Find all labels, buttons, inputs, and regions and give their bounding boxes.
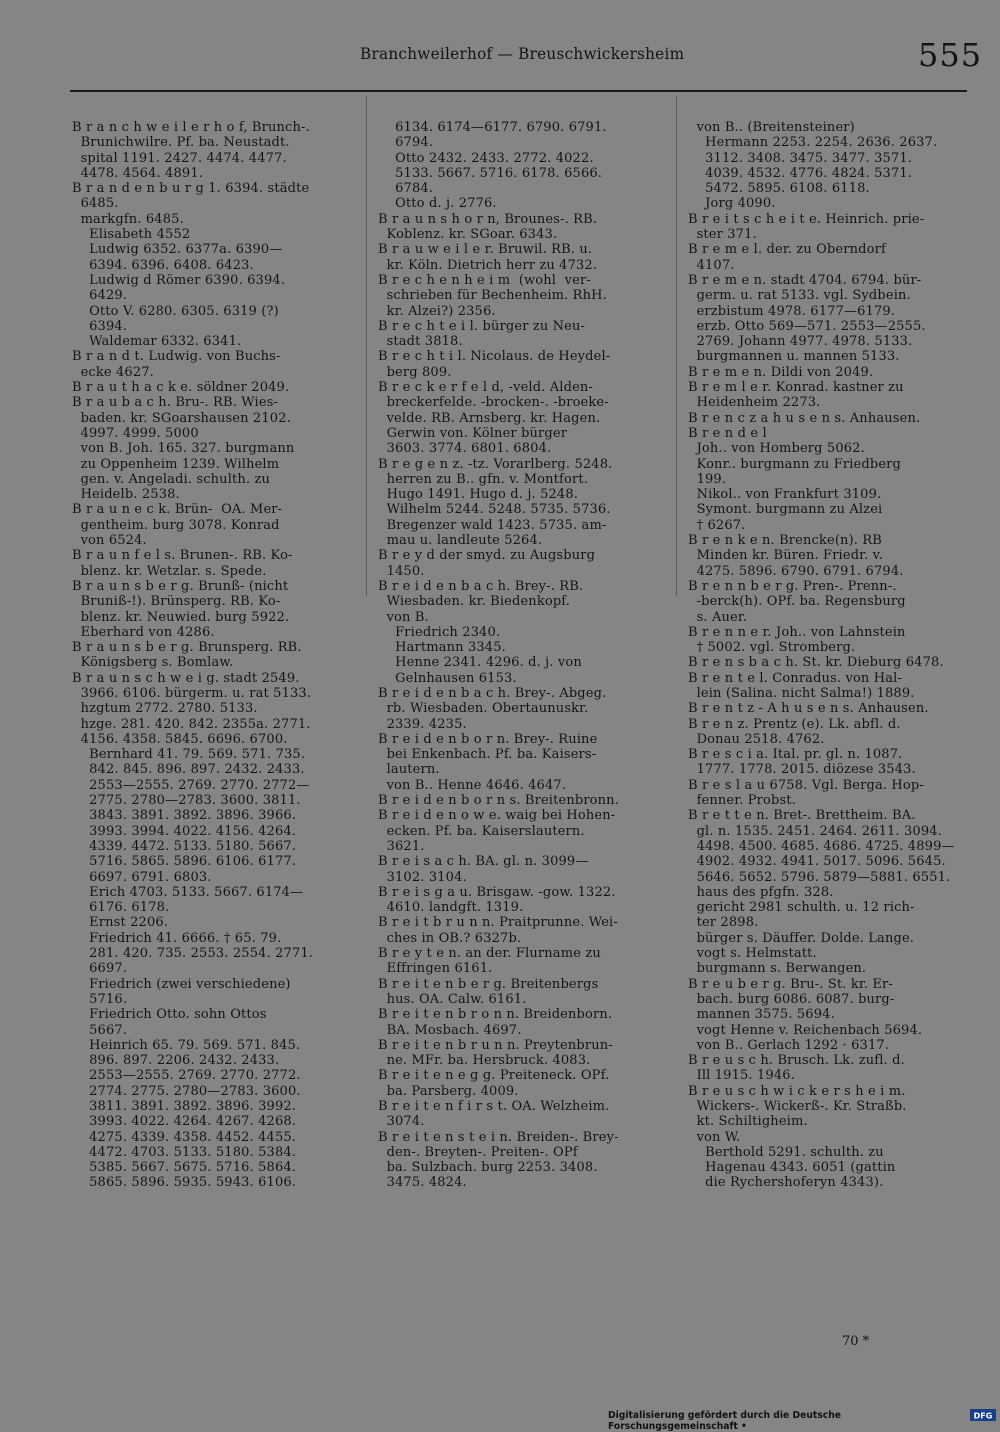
index-line: B r e u s c h. Brusch. Lk. zufl. d. — [688, 1053, 905, 1069]
index-line: baden. kr. SGoarshausen 2102. — [72, 410, 291, 426]
index-line: Bernhard 41. 79. 569. 571. 735. — [72, 747, 306, 763]
index-line: Joh.. von Homberg 5062. — [688, 441, 865, 457]
index-line: kt. Schiltigheim. — [688, 1114, 808, 1130]
index-line: hzgtum 2772. 2780. 5133. — [72, 701, 258, 717]
index-line: 3993. 4022. 4264. 4267. 4268. — [72, 1114, 297, 1130]
index-line: B r a u t h a c k e. söldner 2049. — [72, 380, 290, 396]
index-line: Konr.. burgmann zu Friedberg — [688, 456, 902, 472]
index-line: B r a u n s b e r g. Brunß- (nicht — [72, 578, 289, 594]
index-line: 6794. — [378, 135, 434, 151]
index-line: Otto d. j. 2776. — [378, 196, 497, 212]
index-line: B r a u n s c h w e i g. stadt 2549. — [72, 670, 300, 686]
footer-credit: Digitalisierung gefördert durch die Deutsche Forschungsgemeinschaft • — [608, 1410, 841, 1432]
index-line: Otto 2432. 2433. 2772. 4022. — [378, 150, 594, 166]
index-line: Henne 2341. 4296. d. j. von — [378, 655, 582, 671]
index-line: B r e m l e r. Konrad. kastner zu — [688, 380, 904, 396]
index-line: erzb. Otto 569—571. 2553—2555. — [688, 318, 926, 334]
index-line: breckerfelde. -brocken-. -broeke- — [378, 395, 609, 411]
index-line: B r e y t e n. an der. Flurname zu — [378, 946, 601, 962]
index-line: 281. 420. 735. 2553. 2554. 2771. — [72, 946, 314, 962]
index-line: B r e i d e n b a c h. Brey-. Abgeg. — [378, 685, 607, 701]
index-line: von W. — [688, 1129, 741, 1145]
index-line: -berck(h). OPf. ba. Regensburg — [688, 594, 906, 610]
index-line: BA. Mosbach. 4697. — [378, 1022, 522, 1038]
index-line: zu Oppenheim 1239. Wilhelm — [72, 456, 280, 472]
index-line: B r a n d e n b u r g 1. 6394. städte — [72, 181, 310, 197]
index-line: Wickers-. Wickerß-. Kr. Straßb. — [688, 1099, 907, 1114]
index-line: B r a u n e c k. Brün- OA. Mer- — [72, 502, 283, 518]
index-line: Wiesbaden. kr. Biedenkopf. — [378, 594, 571, 610]
index-line: 3993. 3994. 4022. 4156. 4264. — [72, 823, 297, 839]
index-line: 4039. 4532. 4776. 4824. 5371. — [688, 165, 913, 181]
index-line: Berthold 5291. schulth. zu — [688, 1144, 884, 1160]
index-line: 6429. — [72, 288, 128, 304]
index-line: 3966. 6106. bürgerm. u. rat 5133. — [72, 685, 312, 701]
index-line: B r e i d e n o w e. waig bei Hohen- — [378, 808, 616, 824]
index-line: B r e c h t e i l. bürger zu Neu- — [378, 318, 586, 334]
index-line: B r e i t e n b r u n n. Preytenbrun- — [378, 1037, 613, 1053]
index-line: Hermann 2253. 2254. 2636. 2637. — [688, 135, 938, 151]
index-line: lein (Salina. nicht Salma!) 1889. — [688, 685, 915, 701]
index-line: B r e u s c h w i c k e r s h e i m. — [688, 1083, 906, 1099]
index-line: ter 2898. — [688, 915, 759, 931]
index-line: Donau 2518. 4762. — [688, 731, 825, 747]
index-line: spital 1191. 2427. 4474. 4477. — [72, 150, 287, 166]
index-line: Otto V. 6280. 6305. 6319 (?) — [72, 303, 279, 319]
index-line: Jorg 4090. — [688, 196, 776, 212]
index-line: 6784. — [378, 181, 434, 197]
index-line: Koblenz. kr. SGoar. 6343. — [378, 227, 558, 243]
index-line: burgmannen u. mannen 5133. — [688, 349, 900, 365]
index-line: Hagenau 4343. 6051 (gattin — [688, 1160, 896, 1176]
index-line: Hartmann 3345. — [378, 640, 506, 656]
index-line: Erich 4703. 5133. 5667. 6174— — [72, 884, 304, 900]
index-line: 3112. 3408. 3475. 3477. 3571. — [688, 150, 913, 166]
index-line: Ill 1915. 1946. — [688, 1068, 795, 1084]
index-line: germ. u. rat 5133. vgl. Sydbein. — [688, 288, 911, 304]
index-line: 6176. 6178. — [72, 900, 170, 916]
index-line: † 6267. — [688, 517, 746, 533]
index-line: Minden kr. Büren. Friedr. v. — [688, 548, 883, 564]
header-rule — [70, 90, 967, 92]
index-line: 6485. — [72, 196, 119, 212]
index-line: 4275. 5896. 6790. 6791. 6794. — [688, 563, 904, 579]
index-line: 4275. 4339. 4358. 4452. 4455. — [72, 1129, 297, 1145]
index-line: B r a u n s b e r g. Brunsperg. RB. — [72, 640, 302, 656]
index-line: B r e n d e l — [688, 425, 767, 441]
index-line: lautern. — [378, 762, 440, 778]
index-line: bei Enkenbach. Pf. ba. Kaisers- — [378, 747, 597, 763]
index-line: 5667. — [72, 1022, 128, 1038]
index-line: 4498. 4500. 4685. 4686. 4725. 4899— — [688, 838, 955, 854]
index-line: 2769. Johann 4977. 4978. 5133. — [688, 334, 913, 350]
index-line: B r a u n s h o r n, Brounes-. RB. — [378, 211, 598, 227]
index-line: Ludwig d Römer 6390. 6394. — [72, 272, 286, 288]
index-line: 3843. 3891. 3892. 3896. 3966. — [72, 808, 297, 824]
index-line: Brunichwilre. Pf. ba. Neustadt. — [72, 135, 290, 151]
index-line: B r a u b a c h. Bru-. RB. Wies- — [72, 395, 279, 411]
index-line: 5472. 5895. 6108. 6118. — [688, 181, 870, 197]
index-line: B r e i t e n b e r g. Breitenbergs — [378, 976, 599, 992]
index-line: B r e s c i a. Ital. pr. gl. n. 1087. — [688, 747, 903, 763]
index-line: rb. Wiesbaden. Obertaunuskr. — [378, 701, 589, 717]
index-line: B r e n k e n. Brencke(n). RB — [688, 533, 882, 549]
index-line: von 6524. — [72, 533, 147, 549]
index-line: Nikol.. von Frankfurt 3109. — [688, 487, 882, 503]
index-line: B r e i t e n s t e i n. Breiden-. Brey- — [378, 1129, 619, 1145]
index-line: 2775. 2780—2783. 3600. 3811. — [72, 793, 301, 809]
index-line: B r e u b e r g. Bru-. St. kr. Er- — [688, 976, 893, 992]
index-line: 6394. — [72, 318, 128, 334]
index-line: 5646. 5652. 5796. 5879—5881. 6551. — [688, 869, 951, 885]
index-line: 2553—2555. 2769. 2770. 2772. — [72, 1068, 301, 1084]
index-line: vogt Henne v. Reichenbach 5694. — [688, 1022, 923, 1038]
index-line: ba. Sulzbach. burg 2253. 3408. — [378, 1160, 598, 1176]
index-line: von B.. Henne 4646. 4647. — [378, 777, 567, 793]
index-line: B r e m e n. stadt 4704. 6794. bür- — [688, 272, 922, 288]
index-line: 1777. 1778. 2015. diözese 3543. — [688, 762, 916, 778]
index-line: Wilhelm 5244. 5248. 5735. 5736. — [378, 502, 611, 518]
index-line: kr. Alzei?) 2356. — [378, 303, 496, 319]
index-line: fenner. Probst. — [688, 793, 796, 809]
index-line: vogt s. Helmstatt. — [688, 946, 817, 962]
index-line: von B.. Gerlach 1292 · 6317. — [688, 1037, 890, 1053]
index-line: Friedrich Otto. sohn Ottos — [72, 1007, 267, 1023]
index-line: Elisabeth 4552 — [72, 227, 191, 243]
column-separator — [676, 96, 677, 596]
index-line: herren zu B.. gfn. v. Montfort. — [378, 471, 588, 487]
index-line: 3621. — [378, 838, 425, 854]
index-line: 3811. 3891. 3892. 3896. 3992. — [72, 1099, 297, 1114]
index-line: blenz. kr. Wetzlar. s. Spede. — [72, 563, 267, 579]
index-line: burgmann s. Berwangen. — [688, 961, 867, 977]
index-line: stadt 3818. — [378, 334, 463, 350]
index-line: B r e i t b r u n n. Praitprunne. Wei- — [378, 915, 618, 931]
index-line: 5385. 5667. 5675. 5716. 5864. — [72, 1160, 297, 1176]
index-line: gl. n. 1535. 2451. 2464. 2611. 3094. — [688, 823, 942, 839]
index-line: B r e i t e n e g g. Preiteneck. OPf. — [378, 1068, 610, 1084]
index-line: bach. burg 6086. 6087. burg- — [688, 991, 895, 1007]
index-line: ba. Parsberg. 4009. — [378, 1083, 519, 1099]
index-line: 3475. 4824. — [378, 1175, 467, 1191]
index-line: Gelnhausen 6153. — [378, 670, 517, 686]
index-line: 4478. 4564. 4891. — [72, 165, 204, 181]
index-line: B r e c k e r f e l d, -veld. Alden- — [378, 380, 593, 396]
index-line: B r e y d der smyd. zu Augsburg — [378, 548, 596, 564]
index-line: 6394. 6396. 6408. 6423. — [72, 257, 254, 273]
index-line: B r e i s g a u. Brisgaw. -gow. 1322. — [378, 884, 616, 900]
index-line: B r e i t s c h e i t e. Heinrich. prie- — [688, 211, 925, 227]
index-line: ster 371. — [688, 227, 757, 243]
signature-mark: 70 * — [842, 1334, 870, 1349]
index-line: 3102. 3104. — [378, 869, 467, 885]
index-line: von B.. (Breitensteiner) — [688, 120, 855, 135]
index-line: 842. 845. 896. 897. 2432. 2433. — [72, 762, 305, 778]
index-line: hus. OA. Calw. 6161. — [378, 991, 527, 1007]
index-line: 4472. 4703. 5133. 5180. 5384. — [72, 1144, 297, 1160]
index-line: ches in OB.? 6327b. — [378, 930, 522, 946]
index-line: B r e i s a c h. BA. gl. n. 3099— — [378, 854, 589, 870]
index-line: B r e t t e n. Bret-. Brettheim. BA. — [688, 808, 916, 824]
index-line: haus des pfgfn. 328. — [688, 884, 834, 900]
index-line: 3074. — [378, 1114, 425, 1130]
index-line: markgfn. 6485. — [72, 211, 184, 227]
index-line: B r e n n e r. Joh.. von Lahnstein — [688, 624, 906, 640]
index-line: 199. — [688, 471, 727, 487]
index-line: Waldemar 6332. 6341. — [72, 334, 242, 350]
index-line: 6134. 6174—6177. 6790. 6791. — [378, 120, 607, 135]
index-column-1 — [72, 120, 354, 1191]
index-line: Friedrich 41. 6666. † 65. 79. — [72, 930, 282, 946]
index-line: Heidelb. 2538. — [72, 487, 180, 503]
index-line: 4107. — [688, 257, 735, 273]
index-column-2 — [378, 120, 660, 1191]
index-line: B r a u w e i l e r. Bruwil. RB. u. — [378, 242, 593, 258]
index-line: 4902. 4932. 4941. 5017. 5096. 5645. — [688, 854, 946, 870]
index-line: 5716. — [72, 991, 128, 1007]
index-column-3 — [688, 120, 970, 1191]
index-line: B r e n t e l. Conradus. von Hal- — [688, 670, 902, 686]
index-line: Ernst 2206. — [72, 915, 169, 931]
index-line: von B. Joh. 165. 327. burgmann — [72, 441, 295, 457]
index-line: Gerwin von. Kölner bürger — [378, 425, 568, 441]
index-line: 1450. — [378, 563, 425, 579]
index-line: schrieben für Bechenheim. RhH. — [378, 288, 607, 304]
index-line: Heinrich 65. 79. 569. 571. 845. — [72, 1037, 301, 1053]
index-line: B r e i d e n b o r n. Brey-. Ruine — [378, 731, 598, 747]
page-header-title: Branchweilerhof — Breuschwickersheim — [360, 44, 685, 63]
index-line: B r e n t z - A h u s e n s. Anhausen. — [688, 701, 929, 717]
index-line: B r e i d e n b a c h. Brey-. RB. — [378, 578, 584, 594]
index-line: Ludwig 6352. 6377a. 6390— — [72, 242, 283, 258]
index-line: ecke 4627. — [72, 364, 154, 380]
index-line: die Rychershoferyn 4343). — [688, 1175, 884, 1191]
index-line: B r e g e n z. -tz. Vorarlberg. 5248. — [378, 456, 613, 472]
index-line: mau u. landleute 5264. — [378, 533, 543, 549]
index-line: 896. 897. 2206. 2432. 2433. — [72, 1053, 280, 1069]
index-line: 4156. 4358. 5845. 6696. 6700. — [72, 731, 288, 747]
index-line: velde. RB. Arnsberg. kr. Hagen. — [378, 410, 601, 426]
index-line: B r e n c z a h u s e n s. Anhausen. — [688, 410, 921, 426]
index-line: Friedrich 2340. — [378, 624, 501, 640]
index-line: 2339. 4235. — [378, 716, 467, 732]
index-line: Eberhard von 4286. — [72, 624, 215, 640]
index-line: von B. — [378, 609, 429, 625]
index-line: B r e c h t i l. Nicolaus. de Heydel- — [378, 349, 611, 365]
index-line: den-. Breyten-. Preiten-. OPf — [378, 1144, 578, 1160]
index-line: 5133. 5667. 5716. 6178. 6566. — [378, 165, 603, 181]
index-line: ecken. Pf. ba. Kaiserslautern. — [378, 823, 585, 839]
index-line: 4339. 4472. 5133. 5180. 5667. — [72, 838, 297, 854]
index-line: B r a n c h w e i l e r h o f, Brunch-. — [72, 120, 310, 135]
index-line: 2774. 2775. 2780—2783. 3600. — [72, 1083, 301, 1099]
index-line: B r e i t e n f i r s t. OA. Welzheim. — [378, 1099, 610, 1114]
index-line: berg 809. — [378, 364, 452, 380]
index-line: hzge. 281. 420. 842. 2355a. 2771. — [72, 716, 311, 732]
index-line: B r e s l a u 6758. Vgl. Berga. Hop- — [688, 777, 924, 793]
index-line: 6697. — [72, 961, 128, 977]
index-line: s. Auer. — [688, 609, 748, 625]
index-line: gericht 2981 schulth. u. 12 rich- — [688, 900, 915, 916]
page-number: 555 — [918, 36, 983, 74]
index-line: B r e i t e n b r o n n. Breidenborn. — [378, 1007, 613, 1023]
column-separator — [366, 96, 367, 596]
index-line: mannen 3575. 5694. — [688, 1007, 835, 1023]
index-line: Friedrich (zwei verschiedene) — [72, 976, 291, 992]
index-line: Hugo 1491. Hugo d. j. 5248. — [378, 487, 579, 503]
dfg-logo-icon — [970, 1409, 996, 1421]
dfg-logo-text: DFG — [973, 1411, 993, 1421]
index-line: B r e m e l. der. zu Oberndorf — [688, 242, 886, 258]
index-line: Bregenzer wald 1423. 5735. am- — [378, 517, 607, 533]
index-line: gentheim. burg 3078. Konrad — [72, 517, 280, 533]
index-line: gen. v. Angeladi. schulth. zu — [72, 471, 270, 487]
index-line: B r a n d t. Ludwig. von Buchs- — [72, 349, 281, 365]
index-line: Heidenheim 2273. — [688, 395, 821, 411]
index-line: B r e c h e n h e i m (wohl ver- — [378, 272, 591, 288]
index-line: bürger s. Däuffer. Dolde. Lange. — [688, 930, 915, 946]
index-line: B r a u n f e l s. Brunen-. RB. Ko- — [72, 548, 293, 564]
index-line: B r e m e n. Dildi von 2049. — [688, 364, 874, 380]
index-line: Königsberg s. Bomlaw. — [72, 655, 234, 671]
index-line: kr. Köln. Dietrich herr zu 4732. — [378, 257, 598, 273]
index-line: 3603. 3774. 6801. 6804. — [378, 441, 552, 457]
index-line: erzbistum 4978. 6177—6179. — [688, 303, 896, 319]
index-line: ne. MFr. ba. Hersbruck. 4083. — [378, 1053, 591, 1069]
index-line: Symont. burgmann zu Alzei — [688, 502, 883, 518]
index-line: B r e i d e n b o r n s. Breitenbronn. — [378, 793, 619, 809]
index-line: B r e n n b e r g. Pren-. Prenn-. — [688, 578, 897, 594]
index-line: 2553—2555. 2769. 2770. 2772— — [72, 777, 310, 793]
index-line: † 5002. vgl. Stromberg. — [688, 640, 856, 656]
index-line: 4997. 4999. 5000 — [72, 425, 199, 441]
index-line: 6697. 6791. 6803. — [72, 869, 212, 885]
index-line: 5865. 5896. 5935. 5943. 6106. — [72, 1175, 297, 1191]
index-line: Effringen 6161. — [378, 961, 493, 977]
index-line: 5716. 5865. 5896. 6106. 6177. — [72, 854, 297, 870]
index-line: blenz. kr. Neuwied. burg 5922. — [72, 609, 290, 625]
index-line: B r e n s b a c h. St. kr. Dieburg 6478. — [688, 655, 944, 671]
index-line: 4610. landgft. 1319. — [378, 900, 524, 916]
index-line: Bruniß-!). Brünsperg. RB. Ko- — [72, 594, 281, 610]
index-line: B r e n z. Prentz (e). Lk. abfl. d. — [688, 716, 901, 732]
